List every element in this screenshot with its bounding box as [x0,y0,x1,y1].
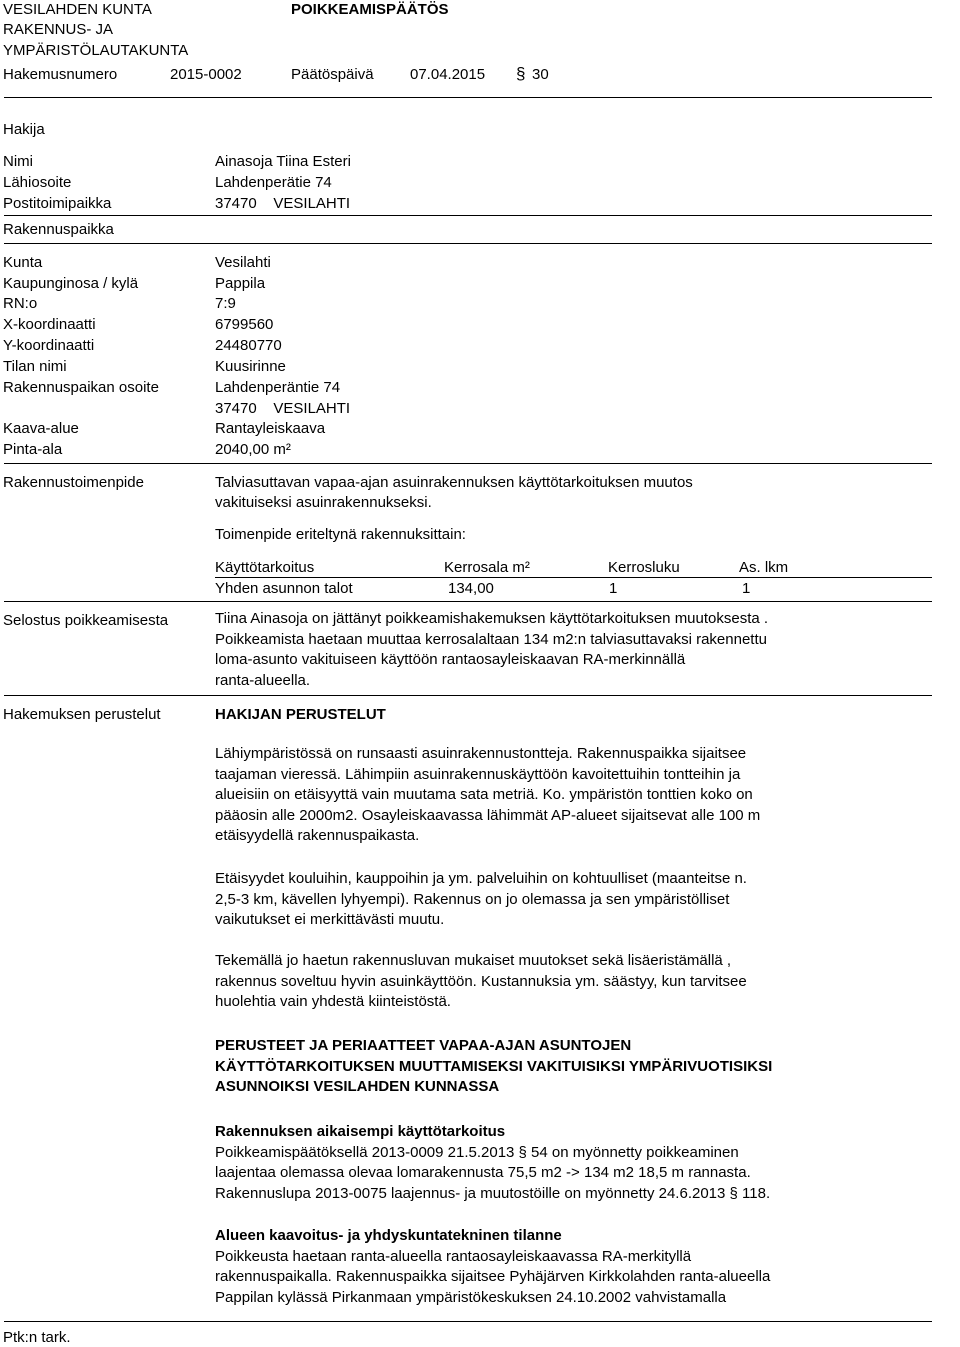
paragraph-line: laajentaa olemassa olevaa lomarakennusta 75,5 m2 -> 134 m2 18,5 m rannasta. [215,1164,751,1181]
heading-line: ASUNNOIKSI VESILAHDEN KUNNASSA [215,1078,500,1095]
table-cell-kayttotarkoitus: Yhden asunnon talot [215,580,353,597]
paragraph-line: 2,5-3 km, kävellen lyhyempi). Rakennus on jo olemassa ja sen ympäristölliset [215,890,730,908]
paragraph-line: Lähiympäristössä on runsaasti asuinrakennustontteja. Rakennuspaikka sijaitsee [215,745,747,762]
section-sign: § [516,64,526,83]
osoite-value-line2: 37470 VESILAHTI [215,400,351,417]
table-cell-kerrosala: 134,00 [448,580,494,597]
paragraph-line: Etäisyydet kouluihin, kauppoihin ja ym. palveluihin on kohtuulliset (maanteitse n. [215,870,747,887]
paatospaiva-label: Päätöspäivä [291,66,374,83]
nimi-label: Nimi [3,153,33,170]
table-header-kerrosluku: Kerrosluku [608,559,680,576]
toimenpide-line2: vakituiseksi asuinrakennukseksi. [215,494,432,511]
rakennuspaikka-divider [4,243,932,244]
kunta-label: Kunta [3,254,43,271]
hakija-heading: Hakija [3,121,45,138]
paragraph-line: Pappilan kylässä Pirkanmaan ympäristökeskuksen 24.10.2002 vahvistamalla [215,1288,727,1306]
table-header-underline [215,577,932,578]
hakijan-perustelut-heading: HAKIJAN PERUSTELUT [215,706,386,723]
x-koordinaatti-label: X-koordinaatti [3,316,96,333]
selostus-label: Selostus poikkeamisesta [3,612,169,629]
perustelut-paragraph-1 [215,744,915,847]
paragraph-line: alueisiin on etäisyyttä vain muutama sata metriä. Ko. ympäristön tonttien koko on [215,786,753,803]
toimenpide-divider [4,601,932,602]
paragraph-line: taajaman vieressä. Lähimpiin asuinrakennuskäyttöön kavoitettuihin tontteihin ja [215,765,741,783]
aikaisempi-kayttotarkoitus-section [215,1122,915,1204]
paragraph-line: Rakennuslupa 2013-0075 laajennus- ja muutostöille on myönnetty 24.6.2013 § 118. [215,1184,771,1202]
tilan-nimi-value: Kuusirinne [215,358,286,375]
table-cell-kerrosluku: 1 [609,580,618,597]
table-cell-as-lkm: 1 [742,580,751,597]
perustelut-paragraph-2 [215,869,915,931]
kunta-value: Vesilahti [215,254,271,271]
kyla-value: Pappila [215,275,266,292]
toimenpide-line1: Talviasuttavan vapaa-ajan asuinrakennuksen käyttötarkoituksen muutos [215,474,693,491]
osoite-label: Rakennuspaikan osoite [3,379,159,396]
subheading: Rakennuksen aikaisempi käyttötarkoitus [215,1123,506,1140]
selostus-line: Tiina Ainasoja on jättänyt poikkeamishakemuksen käyttötarkoituksen muutoksesta . [215,610,769,627]
kaava-alue-value: Rantayleiskaava [215,420,326,437]
paragraph-line: rakennuspaikalla. Rakennuspaikka sijaitsee Pyhäjärven Kirkkolahden ranta-alueella [215,1268,771,1285]
org-name-line2: RAKENNUS- JA [3,21,114,38]
kyla-label: Kaupunginosa / kylä [3,275,139,292]
subheading: Alueen kaavoitus- ja yhdyskuntatekninen tilanne [215,1227,562,1244]
hakemusnumero-label: Hakemusnumero [3,66,118,83]
nimi-value: Ainasoja Tiina Esteri [215,153,351,170]
tilan-nimi-label: Tilan nimi [3,358,67,375]
perustelut-paragraph-3 [215,951,915,1013]
section-number: 30 [532,66,549,83]
heading-line: PERUSTEET JA PERIAATTEET VAPAA-AJAN ASUNTOJEN [215,1037,632,1054]
table-header-as-lkm: As. lkm [739,559,789,576]
pinta-ala-value: 2040,00 m² [215,441,291,458]
hakija-divider [4,215,932,216]
perustelut-label: Hakemuksen perustelut [3,706,161,723]
y-koordinaatti-value: 24480770 [215,337,282,354]
selostus-divider [4,695,932,696]
paatospaiva-value: 07.04.2015 [410,66,486,83]
rno-label: RN:o [3,295,38,312]
paragraph-line: Poikkeusta haetaan ranta-alueella rantaosayleiskaavassa RA-merkityllä [215,1247,692,1265]
kaavoitus-section [215,1226,915,1308]
selostus-line: ranta-alueella. [215,671,311,689]
perusteet-heading [215,1036,915,1098]
rno-value: 7:9 [215,295,236,312]
footer-divider [4,1321,932,1322]
paragraph-line: vaikutukset ei merkittävästi muutu. [215,911,445,928]
paragraph-line: Tekemällä jo haetun rakennusluvan mukaiset muutokset sekä lisäeristämällä , [215,952,732,969]
table-header-kayttotarkoitus: Käyttötarkoitus [215,559,315,576]
paragraph-line: huolehtia vain yhdestä kiinteistöstä. [215,993,451,1010]
paragraph-line: Poikkeamispäätöksellä 2013-0009 21.5.2013 § 54 on myönnetty poikkeaminen [215,1143,739,1161]
postitoimipaikka-label: Postitoimipaikka [3,195,112,212]
postitoimipaikka-value: 37470 VESILAHTI [215,195,351,212]
selostus-line: loma-asunto vakituiseen käyttöön rantaosayleiskaavan RA-merkinnällä [215,651,686,668]
kaava-alue-label: Kaava-alue [3,420,79,437]
selostus-text [215,609,915,691]
pinta-ala-label: Pinta-ala [3,441,63,458]
selostus-line: Poikkeamista haetaan muuttaa kerrosalaltaan 134 m2:n talviasuttavaksi rakennettu [215,630,767,648]
osoite-value-line1: Lahdenperäntie 74 [215,379,341,396]
table-header-kerrosala: Kerrosala m² [444,559,530,576]
org-name-line1: VESILAHDEN KUNTA [3,1,152,18]
y-koordinaatti-label: Y-koordinaatti [3,337,95,354]
x-koordinaatti-value: 6799560 [215,316,274,333]
document-title: POIKKEAMISPÄÄTÖS [291,1,449,18]
lahiosoite-label: Lähiosoite [3,174,72,191]
eriteltyna-text: Toimenpide eriteltynä rakennuksittain: [215,526,466,543]
hakemusnumero-value: 2015-0002 [170,66,242,83]
ptk-tark: Ptk:n tark. [3,1329,71,1346]
heading-line: KÄYTTÖTARKOITUKSEN MUUTTAMISEKSI VAKITUISIKSI YMPÄRIVUOTISIKSI [215,1057,773,1075]
lahiosoite-value: Lahdenperätie 74 [215,174,332,191]
rakennuspaikka-end-divider [4,463,932,464]
org-name-line3: YMPÄRISTÖLAUTAKUNTA [3,42,189,59]
paragraph-line: rakennus soveltuu hyvin asuinkäyttöön. Kustannuksia ym. säästyy, kun tarvitsee [215,972,747,990]
rakennuspaikka-heading: Rakennuspaikka [3,221,114,238]
header-divider [4,97,932,98]
rakennustoimenpide-label: Rakennustoimenpide [3,474,144,491]
paragraph-line: pääosin alle 2000m2. Osayleiskaavassa lähimmät AP-alueet sijaitsevat alle 100 m [215,806,761,824]
paragraph-line: etäisyydellä rakennuspaikasta. [215,827,420,844]
